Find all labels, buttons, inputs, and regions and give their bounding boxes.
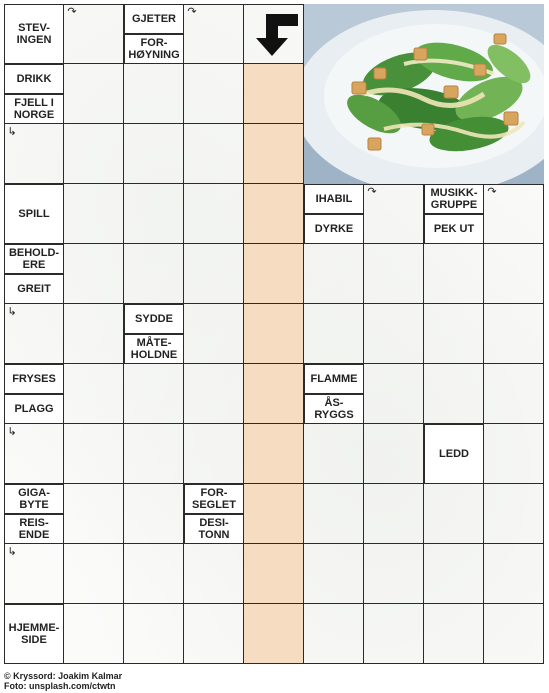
salad-photo bbox=[304, 4, 544, 185]
answer-cell[interactable] bbox=[64, 64, 124, 124]
answer-cell[interactable] bbox=[124, 544, 184, 604]
answer-cell[interactable] bbox=[364, 604, 424, 664]
solution-cell[interactable] bbox=[244, 544, 304, 604]
answer-cell[interactable] bbox=[184, 244, 244, 304]
clue-dyrke: DYRKE bbox=[304, 214, 364, 244]
answer-cell[interactable] bbox=[64, 484, 124, 544]
answer-cell[interactable] bbox=[484, 484, 544, 544]
answer-cell[interactable] bbox=[184, 124, 244, 184]
clue-drikk: DRIKK bbox=[4, 64, 64, 94]
solution-cell[interactable] bbox=[244, 124, 304, 184]
answer-cell[interactable] bbox=[184, 304, 244, 364]
solution-cell[interactable] bbox=[244, 64, 304, 124]
clue-forhoyning: FOR- HØYNING bbox=[124, 34, 184, 64]
solution-cell[interactable] bbox=[244, 244, 304, 304]
solution-cell[interactable] bbox=[244, 424, 304, 484]
answer-cell[interactable] bbox=[124, 64, 184, 124]
credit-crossword: © Kryssord: Joakim Kalmar bbox=[4, 671, 123, 681]
answer-cell[interactable] bbox=[424, 604, 484, 664]
clue-beholdere: BEHOLD- ERE bbox=[4, 244, 64, 274]
answer-cell[interactable] bbox=[484, 244, 544, 304]
clue-fryses: FRYSES bbox=[4, 364, 64, 394]
answer-cell[interactable] bbox=[424, 544, 484, 604]
answer-cell[interactable] bbox=[64, 544, 124, 604]
arrow-down-right-icon: ↳ bbox=[7, 426, 17, 438]
answer-cell[interactable] bbox=[64, 124, 124, 184]
clue-sydde: SYDDE bbox=[124, 304, 184, 334]
answer-cell[interactable] bbox=[124, 604, 184, 664]
answer-cell[interactable] bbox=[364, 244, 424, 304]
clue-habil: IHABIL bbox=[304, 184, 364, 214]
answer-cell[interactable] bbox=[64, 184, 124, 244]
clue-pek-ut: PEK UT bbox=[424, 214, 484, 244]
solution-arrow-icon bbox=[244, 10, 300, 58]
answer-cell[interactable] bbox=[124, 124, 184, 184]
solution-cell[interactable] bbox=[244, 184, 304, 244]
arrow-right-down-icon: ↷ bbox=[187, 6, 197, 18]
answer-cell[interactable] bbox=[304, 544, 364, 604]
answer-cell[interactable] bbox=[424, 484, 484, 544]
answer-cell[interactable] bbox=[124, 484, 184, 544]
answer-cell[interactable] bbox=[364, 304, 424, 364]
answer-cell[interactable] bbox=[124, 364, 184, 424]
clue-forseglet: FOR- SEGLET bbox=[184, 484, 244, 514]
answer-cell[interactable] bbox=[364, 484, 424, 544]
arrow-down-right-icon: ↳ bbox=[7, 546, 17, 558]
answer-cell[interactable] bbox=[364, 424, 424, 484]
arrow-down-right-icon: ↳ bbox=[7, 126, 17, 138]
clue-plagg: PLAGG bbox=[4, 394, 64, 424]
answer-cell[interactable] bbox=[304, 484, 364, 544]
clue-stevningen: STEV- INGEN bbox=[4, 4, 64, 64]
answer-cell[interactable] bbox=[304, 304, 364, 364]
clue-asryggs: ÅS- RYGGS bbox=[304, 394, 364, 424]
answer-cell[interactable] bbox=[484, 544, 544, 604]
answer-cell[interactable] bbox=[64, 304, 124, 364]
answer-cell[interactable] bbox=[124, 424, 184, 484]
answer-cell[interactable] bbox=[364, 544, 424, 604]
clue-greit: GREIT bbox=[4, 274, 64, 304]
answer-cell[interactable] bbox=[424, 364, 484, 424]
answer-cell[interactable] bbox=[484, 604, 544, 664]
answer-cell[interactable] bbox=[304, 604, 364, 664]
clue-desitonn: DESI- TONN bbox=[184, 514, 244, 544]
answer-cell[interactable] bbox=[424, 304, 484, 364]
answer-cell[interactable] bbox=[64, 364, 124, 424]
answer-cell[interactable] bbox=[184, 424, 244, 484]
arrow-right-down-icon: ↷ bbox=[67, 6, 77, 18]
answer-cell[interactable] bbox=[184, 184, 244, 244]
clue-mateholdne: MÅTE- HOLDNE bbox=[124, 334, 184, 364]
answer-cell[interactable] bbox=[184, 64, 244, 124]
answer-cell[interactable] bbox=[184, 544, 244, 604]
answer-cell[interactable] bbox=[484, 424, 544, 484]
clue-fjell-i-norge: FJELL I NORGE bbox=[4, 94, 64, 124]
clue-spill: SPILL bbox=[4, 184, 64, 244]
solution-cell[interactable] bbox=[244, 364, 304, 424]
answer-cell[interactable] bbox=[124, 244, 184, 304]
answer-cell[interactable] bbox=[304, 424, 364, 484]
arrow-right-down-icon: ↷ bbox=[367, 186, 377, 198]
arrow-right-down-icon: ↷ bbox=[487, 186, 497, 198]
answer-cell[interactable] bbox=[64, 244, 124, 304]
answer-cell[interactable] bbox=[424, 244, 484, 304]
answer-cell[interactable] bbox=[364, 364, 424, 424]
solution-cell[interactable] bbox=[244, 484, 304, 544]
credit-photo: Foto: unsplash.com/ctwtn bbox=[4, 681, 116, 691]
clue-gjeter: GJETER bbox=[124, 4, 184, 34]
solution-cell[interactable] bbox=[244, 304, 304, 364]
clue-flamme: FLAMME bbox=[304, 364, 364, 394]
answer-cell[interactable] bbox=[304, 244, 364, 304]
arrow-down-right-icon: ↳ bbox=[7, 306, 17, 318]
clue-gigabyte: GIGA- BYTE bbox=[4, 484, 64, 514]
answer-cell[interactable] bbox=[184, 604, 244, 664]
answer-cell[interactable] bbox=[64, 424, 124, 484]
answer-cell[interactable] bbox=[484, 304, 544, 364]
clue-ledd: LEDD bbox=[424, 424, 484, 484]
clue-reisende: REIS- ENDE bbox=[4, 514, 64, 544]
answer-cell[interactable] bbox=[64, 604, 124, 664]
solution-cell[interactable] bbox=[244, 604, 304, 664]
clue-musikkgruppe: MUSIKK- GRUPPE bbox=[424, 184, 484, 214]
answer-cell[interactable] bbox=[124, 184, 184, 244]
answer-cell[interactable] bbox=[484, 364, 544, 424]
clue-hjemmeside: HJEMME- SIDE bbox=[4, 604, 64, 664]
answer-cell[interactable] bbox=[184, 364, 244, 424]
